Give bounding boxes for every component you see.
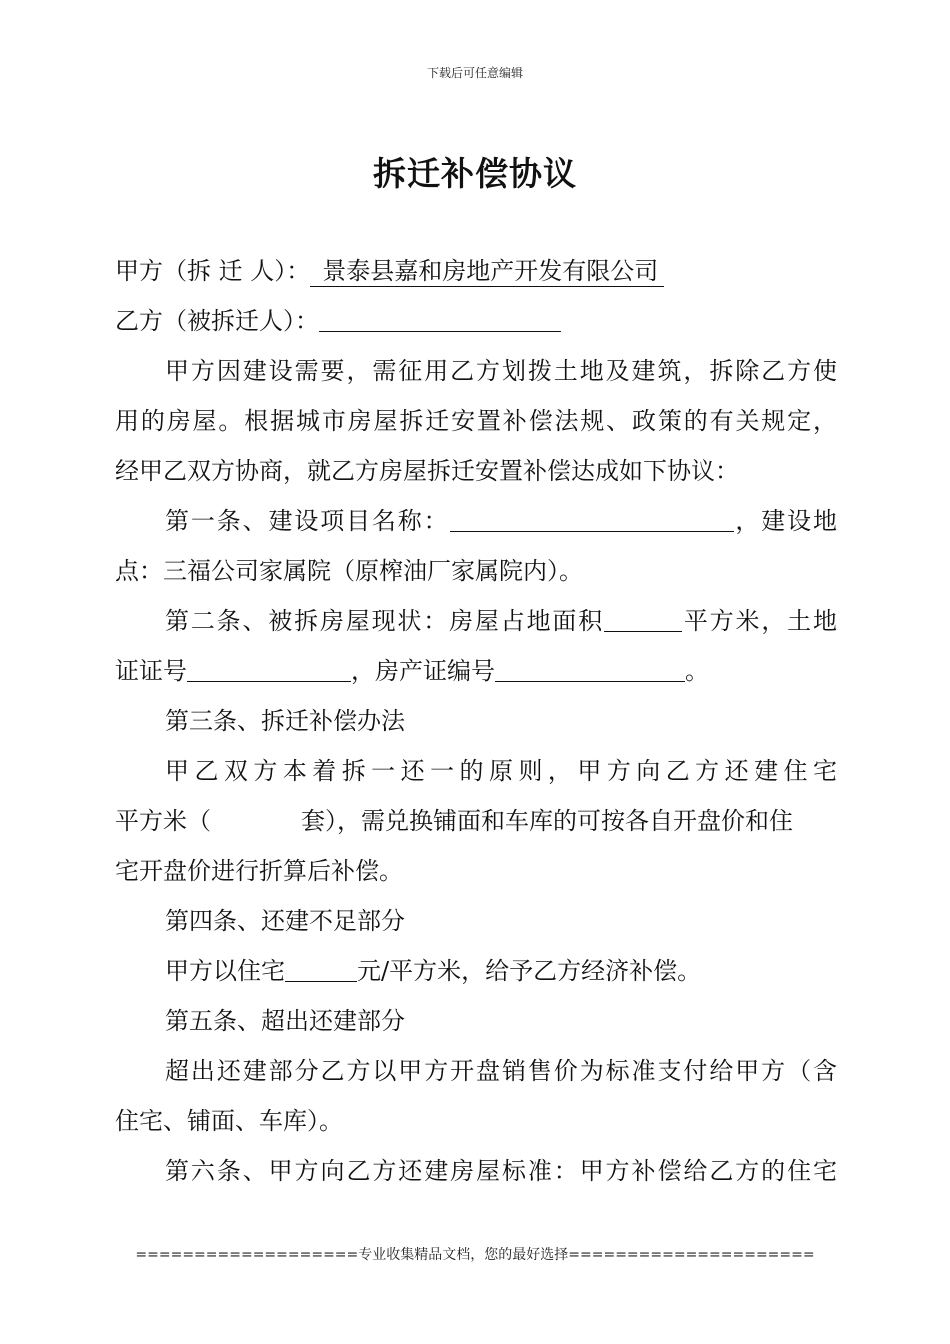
property-cert-blank [495, 659, 685, 682]
article-5-heading: 第五条、超出还建部分 [165, 1007, 405, 1035]
page-title: 拆迁补偿协议 [373, 154, 577, 193]
article-3-text-b: 套），需兑换铺面和车库的可按各自开盘价和住 [301, 807, 793, 835]
article-3-line-3: 宅开盘价进行折算后补偿。 [115, 857, 403, 885]
price-blank [285, 959, 357, 982]
article-2-line-1 [115, 596, 837, 646]
footer-text: ===================专业收集精品文档，您的最好选择===================== [135, 1247, 815, 1263]
article-5-line-1: 超出还建部分乙方以甲方开盘销售价为标准支付给甲方（含 [165, 1057, 837, 1085]
party-a-label: 甲方（拆 迁 人）： [115, 257, 311, 285]
preamble-line-3: 经甲乙双方协商，就乙方房屋拆迁安置补偿达成如下协议： [115, 457, 739, 485]
article-6-line-1: 第六条、甲方向乙方还建房屋标准：甲方补偿给乙方的住宅 [165, 1157, 837, 1185]
land-cert-blank [187, 659, 351, 682]
article-2-text-a: 第二条、被拆房屋现状：房屋占地面积 [165, 607, 605, 635]
article-1-text-b: ，建设地 [733, 507, 838, 535]
article-1-line-2: 点：三福公司家属院（原榨油厂家属院内）。 [115, 557, 583, 585]
article-2-text-e: 。 [685, 657, 709, 685]
party-b-blank [319, 309, 561, 332]
article-2-line-2 [115, 646, 837, 696]
article-2-text-d: ，房产证编号 [351, 657, 495, 685]
article-1-text-a: 第一条、建设项目名称： [165, 507, 450, 535]
article-4-heading: 第四条、还建不足部分 [165, 907, 405, 935]
article-2-text-b: 平方米，土地 [682, 607, 838, 635]
article-2-text-c: 证证号 [115, 657, 187, 685]
article-4-text-a: 甲方以住宅 [165, 957, 285, 985]
party-b-label: 乙方（被拆迁人）： [115, 307, 319, 335]
header-note: 下载后可任意编辑 [426, 66, 523, 80]
project-name-blank [450, 509, 734, 532]
article-3-text-a: 平方米（ [115, 807, 211, 835]
article-4-text-b: 元/平方米，给予乙方经济补偿。 [357, 957, 702, 985]
preamble-line-1: 甲方因建设需要，需征用乙方划拨土地及建筑，拆除乙方使 [165, 357, 837, 385]
party-b-line [115, 296, 837, 346]
preamble-line-2: 用的房屋。根据城市房屋拆迁安置补偿法规、政策的有关规定， [115, 407, 837, 435]
article-3-heading: 第三条、拆迁补偿办法 [165, 707, 405, 735]
article-3-line-2 [115, 796, 837, 846]
article-1-line-1 [115, 496, 837, 546]
article-5-line-2: 住宅、铺面、车库）。 [115, 1107, 343, 1135]
document-body [115, 246, 837, 1196]
article-4-line-1 [115, 946, 837, 996]
area-blank [604, 609, 682, 632]
article-3-line-1: 甲乙双方本着拆一还一的原则，甲方向乙方还建住宅 [165, 757, 837, 785]
party-a-value: 景泰县嘉和房地产开发有限公司 [310, 257, 664, 287]
party-a-line [115, 246, 837, 296]
